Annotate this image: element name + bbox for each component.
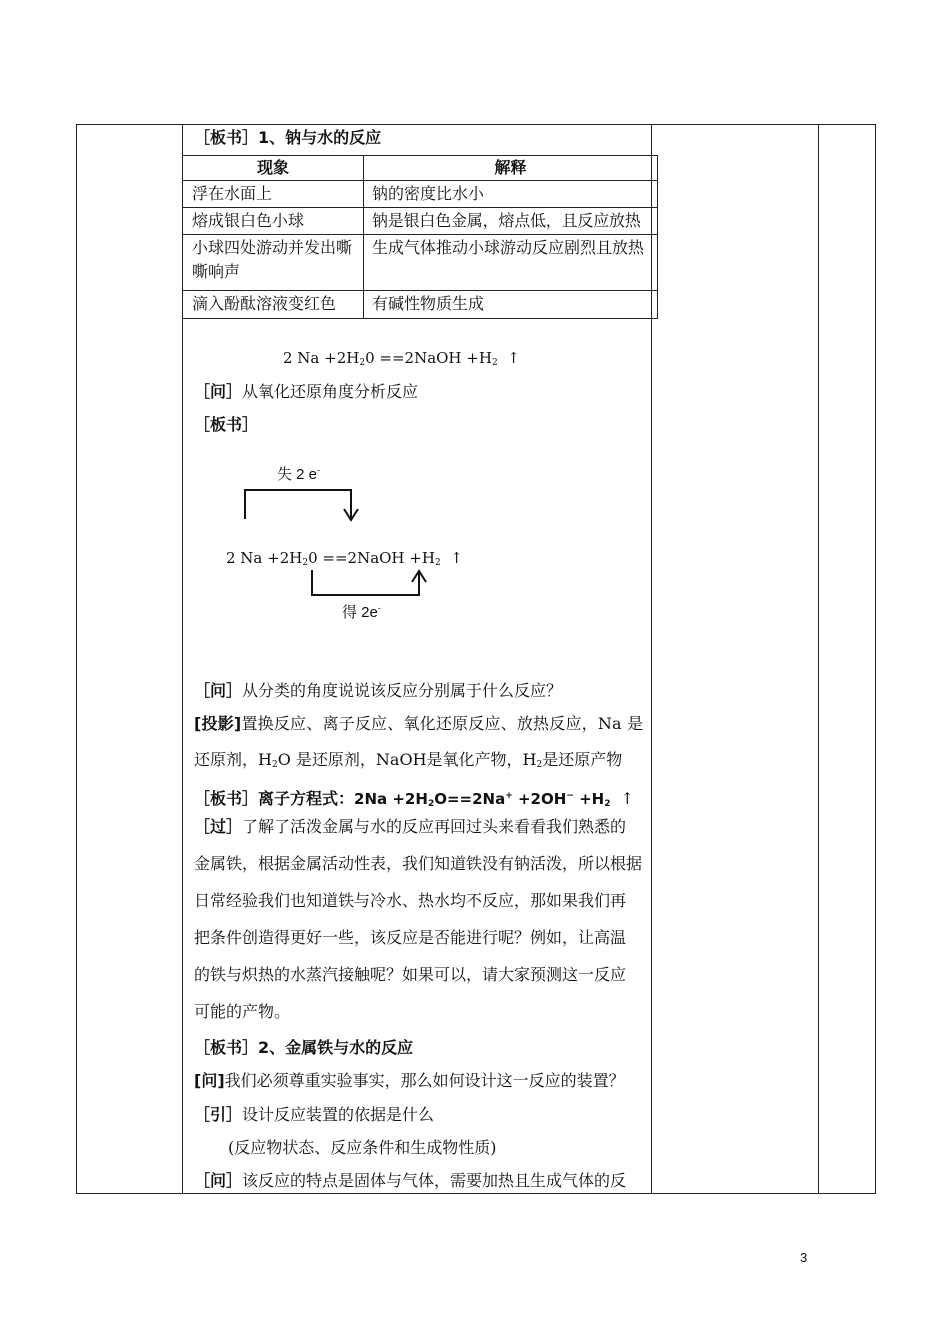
- question-tag: ［问］: [194, 681, 243, 700]
- up-arrow-icon: ↑: [450, 549, 463, 567]
- ionic-label: 离子方程式：: [258, 789, 355, 808]
- question-4: [194, 1171, 626, 1191]
- chemical-equation: [283, 348, 520, 373]
- board-tag: ［板书］: [194, 789, 259, 808]
- table-cell: 滴入酚酞溶液变红色: [192, 294, 337, 313]
- lose-electron-bracket: [240, 485, 370, 525]
- lose-text: 失 2 e: [277, 466, 318, 483]
- eq-part: 0 ==2NaOH +H: [365, 349, 492, 367]
- paragraph-line: [194, 808, 626, 845]
- board-tag: ［板书］: [194, 128, 259, 147]
- paragraph-line: 可能的产物。: [194, 1002, 291, 1021]
- table-line: [657, 155, 658, 319]
- eq-sub: 2: [434, 558, 441, 568]
- eq-part: 0 ==2NaOH +H: [308, 549, 435, 567]
- projection-sub: 2: [536, 760, 543, 770]
- table-cell: 钠的密度比水小: [372, 184, 485, 203]
- question-tag: ［问］: [194, 1171, 243, 1190]
- table-cell: 有碱性物质生成: [372, 294, 485, 313]
- paragraph-line: 金属铁，根据金属活动性表，我们知道铁没有钠活泼，所以根据: [194, 854, 643, 873]
- ionic-part: +2OH: [512, 790, 567, 808]
- question-1: [194, 382, 418, 402]
- prompt-text: 设计反应装置的依据是什么: [242, 1105, 435, 1124]
- ionic-sup: −: [566, 791, 574, 801]
- table-line: [183, 318, 658, 319]
- column-divider-1: [182, 124, 183, 1193]
- board-tag: ［板书］: [194, 1038, 259, 1057]
- outer-table-frame: [76, 124, 876, 1194]
- question-text: 从氧化还原角度分析反应: [242, 382, 419, 401]
- projection-line-2: [194, 750, 622, 775]
- table-cell: 小球四处游动并发出嘶嘶响声: [192, 238, 353, 281]
- projection-line-1: [194, 714, 643, 734]
- projection-text: 还原剂，H: [194, 750, 272, 769]
- eq-part: 2 Na +2H: [226, 549, 303, 567]
- gain-sup: -: [377, 603, 381, 613]
- ionic-sup: +: [505, 791, 513, 801]
- eq-part: 2 Na +2H: [283, 349, 360, 367]
- question-tag: ［问］: [194, 382, 243, 401]
- board-heading-2: ［板书］: [194, 415, 259, 434]
- question-text: 该反应的特点是固体与气体，需要加热且生成气体的反: [242, 1171, 627, 1190]
- table-cell: 生成气体推动小球游动反应剧烈且放热: [372, 238, 645, 257]
- paragraph-line: 日常经验我们也知道铁与冷水、热水均不反应，那如果我们再: [194, 891, 627, 910]
- lose-sup: -: [317, 465, 321, 475]
- paragraph-text: 了解了活泼金属与水的反应再回过头来看看我们熟悉的: [242, 817, 627, 836]
- eq-sub: 2: [359, 358, 366, 368]
- transition-tag: ［过］: [194, 817, 243, 836]
- projection-sub: 2: [271, 760, 278, 770]
- gain-text: 得 2e: [342, 604, 378, 621]
- table-cell: 熔成银白色小球: [192, 211, 305, 230]
- prompt-line: [194, 1105, 434, 1125]
- prompt-tag: ［引］: [194, 1105, 243, 1124]
- paragraph-line: 把条件创造得更好一些，该反应是否能进行呢？例如，让高温: [194, 928, 627, 947]
- question-2: [194, 681, 562, 701]
- projection-text: 是还原产物: [542, 750, 623, 769]
- gain-electron-bracket: [300, 566, 430, 600]
- question-text: 从分类的角度说说该反应分别属于什么反应？: [242, 681, 563, 700]
- ionic-part: +H: [573, 790, 605, 808]
- table-header-explanation: 解释: [494, 158, 527, 177]
- eq-sub: 2: [302, 558, 309, 568]
- lose-electrons-label: [277, 460, 320, 485]
- gain-electrons-label: [342, 598, 381, 623]
- parenthetical-answer: (反应物状态、反应条件和生成物性质): [228, 1138, 497, 1157]
- question-text: 我们必须尊重实验事实，那么如何设计这一反应的装置？: [224, 1071, 625, 1090]
- table-header-phenomenon: 现象: [256, 158, 289, 177]
- projection-text: O 是还原剂，NaOH是氧化产物，H: [277, 750, 537, 769]
- up-arrow-icon: ↑: [507, 349, 520, 367]
- table-line: [183, 234, 658, 235]
- table-line: [183, 290, 658, 291]
- ionic-sub: 2: [427, 799, 435, 809]
- paragraph-line: 的铁与炽热的水蒸汽接触呢？如果可以，请大家预测这一反应: [194, 965, 627, 984]
- board-heading-4: [194, 1038, 413, 1058]
- column-divider-2: [651, 124, 652, 1193]
- board-text: 1、钠与水的反应: [258, 128, 382, 147]
- question-3: [194, 1071, 625, 1091]
- table-line: [183, 207, 658, 208]
- board-text: 2、金属铁与水的反应: [258, 1038, 414, 1057]
- board-heading-1: [194, 128, 381, 148]
- page-number: 3: [800, 1250, 808, 1265]
- ionic-sub: 2: [604, 799, 611, 809]
- table-cell: 钠是银白色金属，熔点低，且反应放热: [372, 211, 641, 230]
- projection-text: 置换反应、离子反应、氧化还原反应、放热反应，Na 是: [241, 714, 644, 733]
- column-divider-3: [818, 124, 819, 1193]
- ionic-part: 2Na +2H: [354, 790, 428, 808]
- ionic-part: O==2Na: [434, 790, 506, 808]
- question-tag: [问]: [194, 1071, 225, 1090]
- projection-tag: [投影]: [194, 714, 242, 733]
- eq-sub: 2: [491, 358, 498, 368]
- table-cell: 浮在水面上: [192, 184, 273, 203]
- table-line: [183, 180, 658, 181]
- up-arrow-icon: ↑: [620, 789, 635, 808]
